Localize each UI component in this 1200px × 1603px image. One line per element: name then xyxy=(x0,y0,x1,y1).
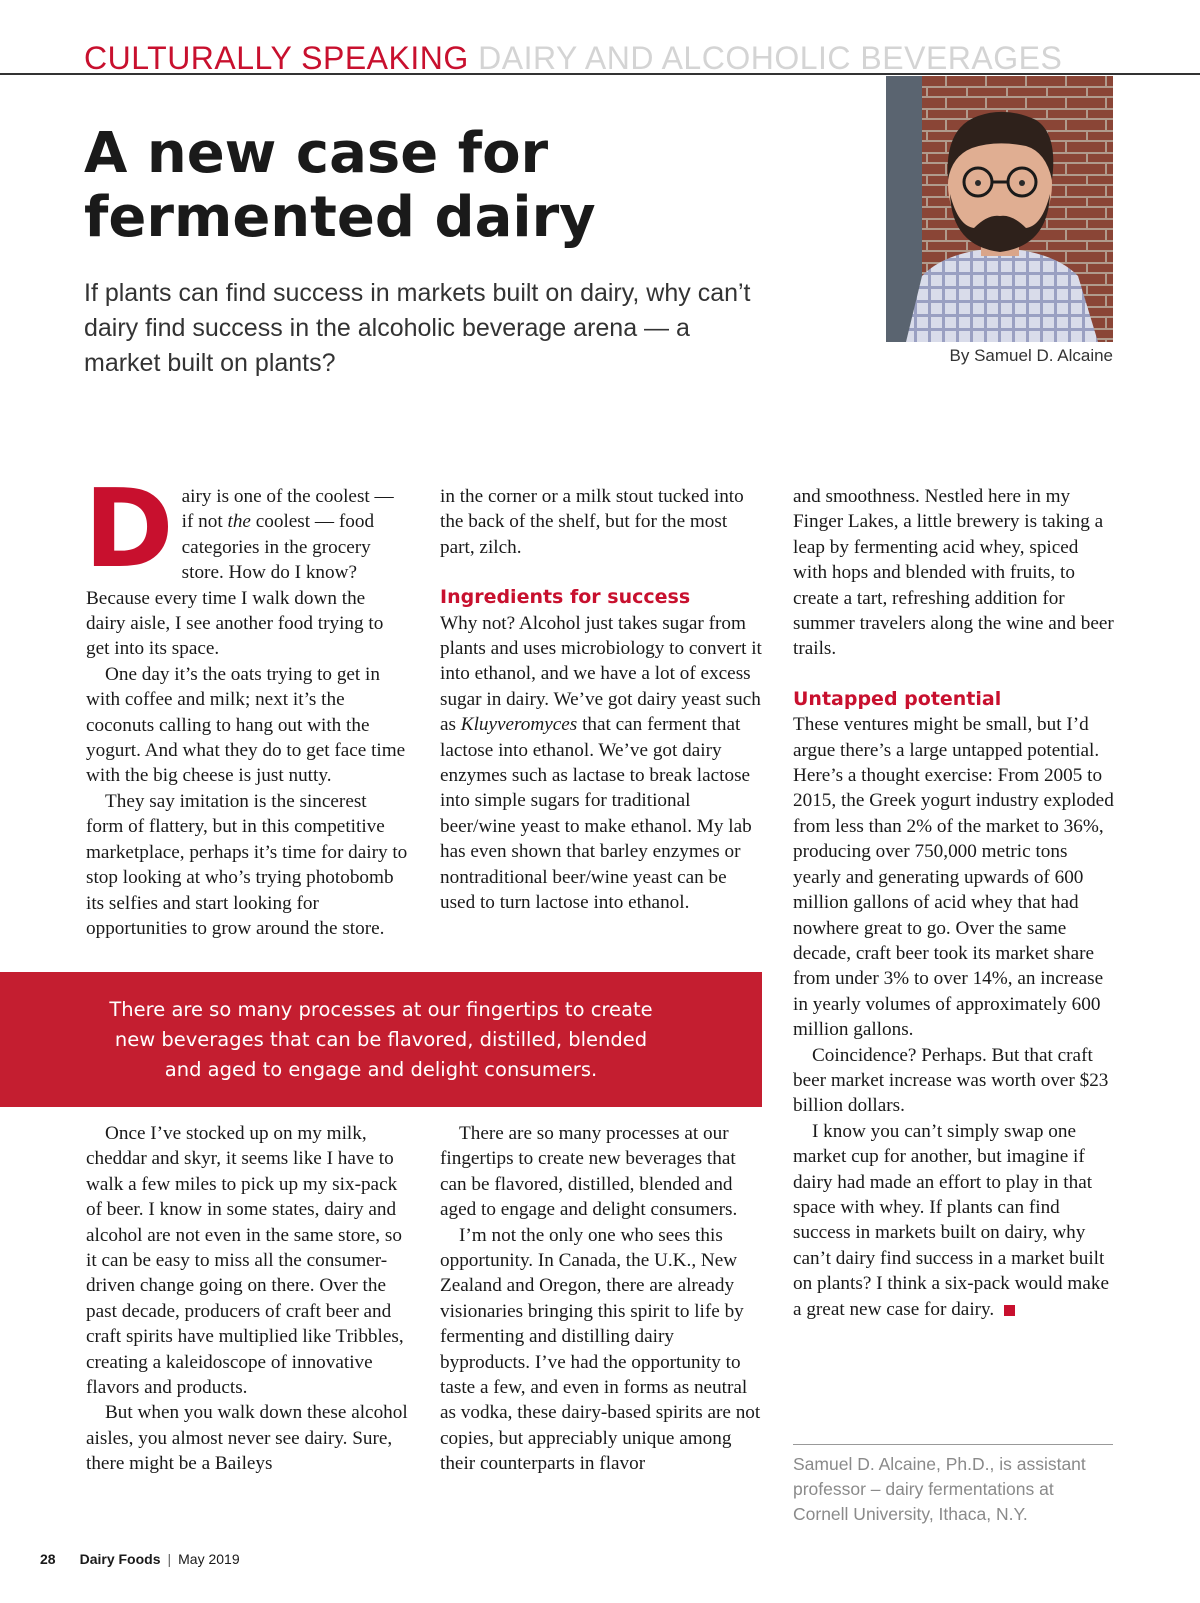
drop-cap: D xyxy=(84,467,174,592)
paragraph: They say imitation is the sincerest form of flattery, but in this competitive marketplace, perhaps it’s time for dairy to stop looking at who’s trying photobomb its selfies and start looking for opportunities to grow around the store. xyxy=(86,790,408,939)
byline: By Samuel D. Alcaine xyxy=(949,346,1113,365)
section-header xyxy=(84,40,1062,77)
headline: A new case for fermented dairy xyxy=(84,121,596,250)
pull-quote-text: There are so many processes at our fingertips to create new beverages that can be flavored, distilled, blended and aged to engage and delight consumers. xyxy=(109,997,653,1081)
subheading-untapped: Untapped potential xyxy=(793,687,1002,710)
paragraph: in the corner or a milk stout tucked into the back of the shelf, but for the most part, zilch. xyxy=(440,486,744,558)
deck: If plants can find success in markets built on dairy, why can’t dairy find success in the alcoholic beverage arena — a market built on plants? xyxy=(84,279,751,377)
paragraph: airy is one of the coolest — if not the coolest — food categories in the grocery store. How do I know? Because every time I walk down the dairy aisle, I see another food trying to get into its space. xyxy=(86,486,394,660)
paragraph: One day it’s the oats trying to get in with coffee and milk; next it’s the coconuts calling to hang out with the yogurt. And what they do to get face time with the big cheese is just nutty. xyxy=(86,663,406,787)
paragraph: Once I’ve stocked up on my milk, cheddar and skyr, it seems like I have to walk a few miles to pick up my six-pack of beer. I know in some states, dairy and alcohol are not even in the same store, so it can be easy to miss all the consumer-driven change going on there. Over the past decade, producers of craft beer and craft spirits have multiplied like Tribbles, creating a kaleidoscope of innovative flavors and products. xyxy=(86,1123,404,1399)
paragraph: Why not? Alcohol just takes sugar from plants and uses microbiology to convert it into ethanol, and we have a lot of excess sugar in dairy. We’ve got dairy yeast such as Kluyveromyces that can ferment that lactose into ethanol. We’ve got dairy enzymes such as lactase to break lactose into simple sugars for traditional beer/wine yeast to make ethanol. My lab has even shown that barley enzymes or nontraditional beer/wine yeast can be used to turn lactose into ethanol. xyxy=(440,612,762,914)
page-number: 28 xyxy=(40,1551,56,1567)
paragraph: But when you walk down these alcohol aisles, you almost never see dairy. Sure, there might be a Baileys xyxy=(86,1402,408,1475)
column-1-top xyxy=(84,467,408,941)
author-bio: Samuel D. Alcaine, Ph.D., is assistant professor – dairy fermentations at Cornell University, Ithaca, N.Y. xyxy=(793,1454,1086,1524)
bio-divider xyxy=(793,1444,1113,1445)
paragraph: I’m not the only one who sees this opportunity. In Canada, the U.K., New Zealand and Oregon, there are already visionaries bringing this spirit to life by fermenting and distilling dairy byproducts. I’ve had the opportunity to taste a few, and even in forms as neutral as vodka, these dairy-based spirits are not copies, but appreciably unique among their counterparts in flavor xyxy=(440,1224,761,1475)
paragraph: These ventures might be small, but I’d argue there’s a large untapped potential. Here’s a thought exercise: From 2005 to 2015, the Greek yogurt industry exploded from less than 2% of the market to 36%, producing over 750,000 metric tons yearly and generating upwards of 600 million gallons of acid whey that had nowhere great to go. Over the same decade, craft beer took its market share from under 3% to over 14%, an increase in yearly volumes of approximately 600 million gallons. xyxy=(793,714,1114,1041)
pull-quote xyxy=(0,972,762,1107)
page-footer xyxy=(40,1551,240,1567)
column-3 xyxy=(793,484,1115,1322)
section-topic: DAIRY AND ALCOHOLIC BEVERAGES xyxy=(478,40,1063,76)
subheading-ingredients: Ingredients for success xyxy=(440,586,691,609)
end-mark-icon xyxy=(1004,1305,1015,1316)
author-photo xyxy=(886,76,1113,342)
column-2-top xyxy=(440,484,762,916)
footer-separator: | xyxy=(167,1551,172,1567)
author-portrait-illustration xyxy=(886,76,1113,342)
column-2-bottom xyxy=(440,1121,762,1477)
paragraph: and smoothness. Nestled here in my Finger Lakes, a little brewery is taking a leap by fermenting acid whey, spiced with hops and blended with fruits, to create a tart, refreshing addition for summer travelers along the wine and beer trails. xyxy=(793,486,1114,660)
issue-date: May 2019 xyxy=(178,1551,240,1567)
section-name: CULTURALLY SPEAKING xyxy=(84,40,469,76)
paragraph: I know you can’t simply swap one market cup for another, but imagine if dairy had made an effort to play in that space with whey. If plants can find success in markets built on dairy, why can’t dairy find success in a market built on plants? I think a six-pack would make a great new case for dairy. xyxy=(793,1120,1109,1320)
paragraph: Coincidence? Perhaps. But that craft beer market increase was worth over $23 billion dollars. xyxy=(793,1044,1109,1117)
publication-name: Dairy Foods xyxy=(79,1551,161,1567)
column-1-bottom xyxy=(86,1121,408,1477)
paragraph: There are so many processes at our fingertips to create new beverages that can be flavored, distilled, blended and aged to engage and delight consumers. xyxy=(440,1123,738,1221)
